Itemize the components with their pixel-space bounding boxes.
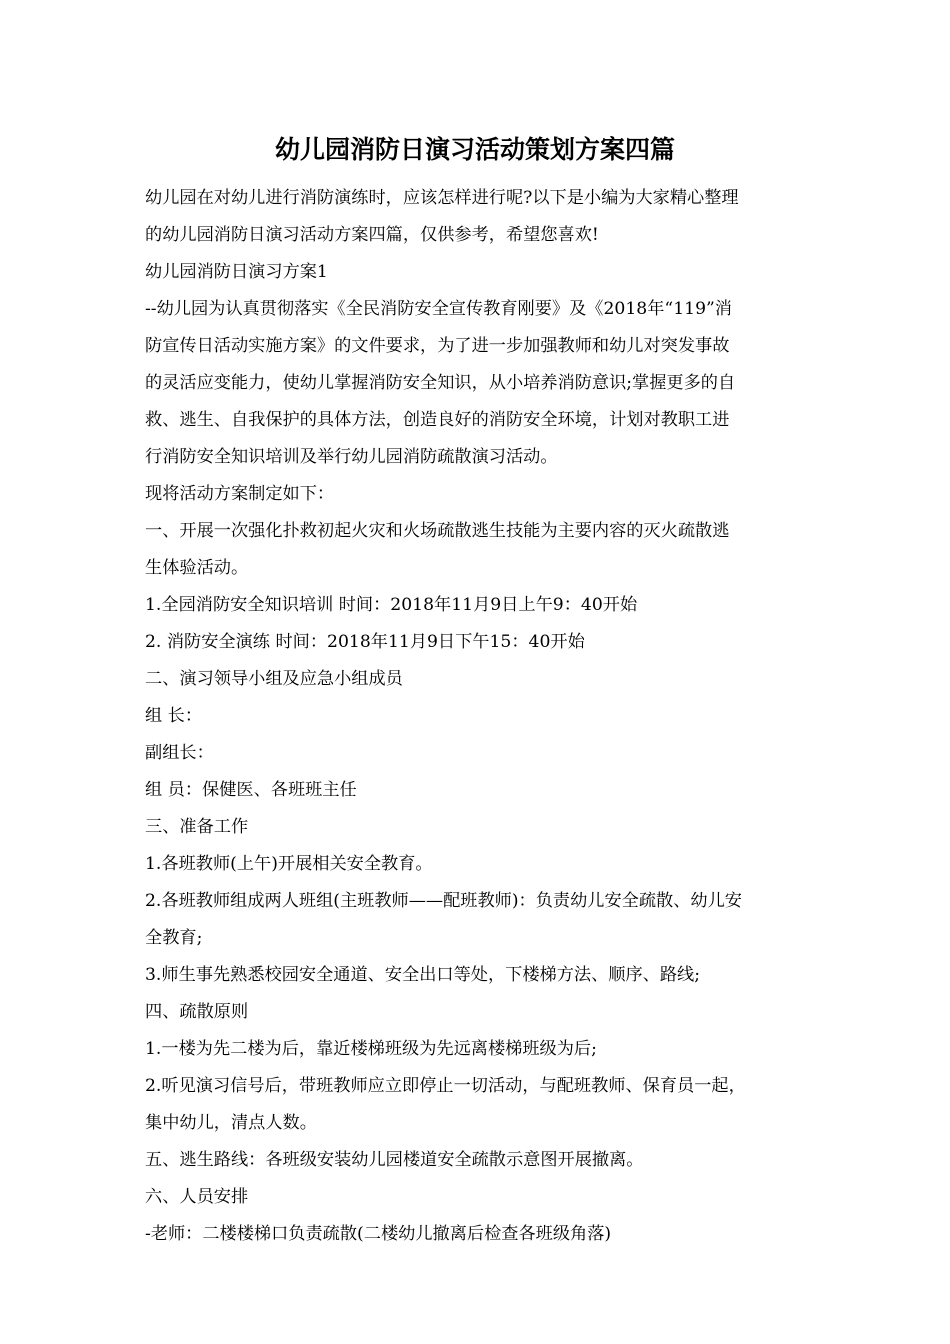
- paragraph-line: 一、开展一次强化扑救初起火灾和火场疏散逃生技能为主要内容的灭火疏散逃: [145, 521, 730, 541]
- paragraph-line: 的灵活应变能力，使幼儿掌握消防安全知识，从小培养消防意识;掌握更多的自: [145, 373, 736, 393]
- paragraph-line: 组 员：保健医、各班班主任: [145, 780, 357, 800]
- section-heading: 四、疏散原则: [145, 1002, 249, 1022]
- paragraph-line: 生体验活动。: [145, 558, 249, 578]
- paragraph-line: 副组长：: [145, 743, 214, 763]
- paragraph-line: 集中幼儿，清点人数。: [145, 1113, 317, 1133]
- list-item: 2.听见演习信号后，带班教师应立即停止一切活动，与配班教师、保育员一起，: [145, 1076, 746, 1096]
- paragraph-line: -老师：二楼楼梯口负责疏散(二楼幼儿撤离后检查各班级角落): [145, 1224, 612, 1244]
- list-item: 1.全园消防安全知识培训 时间：2018年11月9日上午9：40开始: [145, 595, 638, 615]
- list-item: 1.各班教师(上午)开展相关安全教育。: [145, 854, 433, 874]
- section-heading: 三、准备工作: [145, 817, 249, 837]
- section-heading: 幼儿园消防日演习方案1: [145, 262, 328, 282]
- paragraph-line: 的幼儿园消防日演习活动方案四篇，仅供参考，希望您喜欢!: [145, 225, 599, 245]
- section-heading: 五、逃生路线：各班级安装幼儿园楼道安全疏散示意图开展撤离。: [145, 1150, 644, 1170]
- list-item: 1.一楼为先二楼为后，靠近楼梯班级为先远离楼梯班级为后;: [145, 1039, 597, 1059]
- paragraph-line: 行消防安全知识培训及举行幼儿园消防疏散演习活动。: [145, 447, 558, 467]
- section-heading: 六、人员安排: [145, 1187, 249, 1207]
- paragraph-line: --幼儿园为认真贯彻落实《全民消防安全宣传教育刚要》及《2018年“119”消: [145, 299, 732, 319]
- document-body: [145, 180, 835, 1253]
- paragraph-line: 防宣传日活动实施方案》的文件要求，为了进一步加强教师和幼儿对突发事故: [145, 336, 730, 356]
- document-title: 幼儿园消防日演习活动策划方案四篇: [274, 135, 675, 164]
- paragraph-line: 救、逃生、自我保护的具体方法，创造良好的消防安全环境，计划对教职工进: [145, 410, 730, 430]
- section-heading: 二、演习领导小组及应急小组成员: [145, 669, 403, 689]
- paragraph-line: 全教育;: [145, 928, 203, 948]
- paragraph-line: 组 长：: [145, 706, 203, 726]
- list-item: 2.各班教师组成两人班组(主班教师——配班教师)：负责幼儿安全疏散、幼儿安: [145, 891, 742, 911]
- list-item: 3.师生事先熟悉校园安全通道、安全出口等处，下楼梯方法、顺序、路线;: [145, 965, 701, 985]
- paragraph-line: 幼儿园在对幼儿进行消防演练时，应该怎样进行呢?以下是小编为大家精心整理: [145, 188, 739, 208]
- list-item: 2. 消防安全演练 时间：2018年11月9日下午15：40开始: [145, 632, 585, 652]
- paragraph-line: 现将活动方案制定如下：: [145, 484, 335, 504]
